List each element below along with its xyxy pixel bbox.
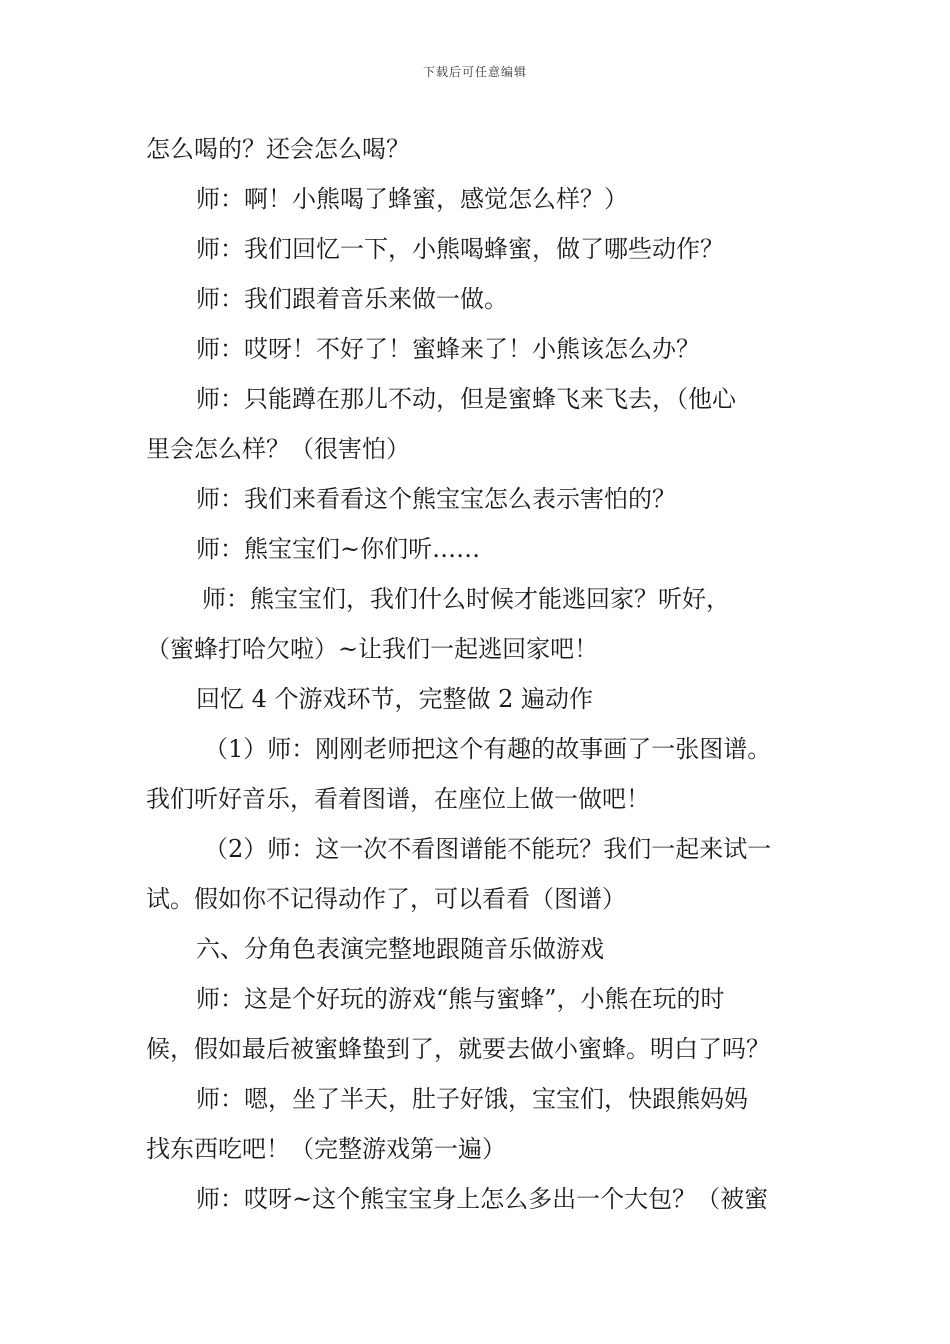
paragraph-line: 我们听好音乐，看着图谱，在座位上做一做吧！	[146, 785, 650, 813]
paragraph-line: 师：熊宝宝们~你们听……	[196, 535, 481, 563]
page-header: 下载后可任意编辑	[422, 65, 527, 79]
paragraph-line: （2）师：这一次不看图谱能不能玩？我们一起来试一	[204, 835, 772, 863]
paragraph-line: 师：哎呀~这个熊宝宝身上怎么多出一个大包？（被蜜	[196, 1185, 769, 1213]
paragraph-line: 师：哎呀！不好了！蜜蜂来了！小熊该怎么办？	[196, 335, 700, 363]
paragraph-line: （蜜蜂打哈欠啦）~让我们一起逃回家吧！	[146, 635, 599, 663]
paragraph-line: 六、分角色表演完整地跟随音乐做游戏	[196, 935, 604, 963]
paragraph-line: 师：只能蹲在那儿不动，但是蜜蜂飞来飞去，（他心	[196, 385, 736, 413]
paragraph-line: 师：这是个好玩的游戏“熊与蜜蜂”，小熊在玩的时	[196, 985, 725, 1013]
paragraph-line: （1）师：刚刚老师把这个有趣的故事画了一张图谱。	[204, 735, 772, 763]
paragraph-line: 回忆 4 个游戏环节，完整做 2 遍动作	[196, 685, 594, 713]
paragraph-line: 候，假如最后被蜜蜂蛰到了，就要去做小蜜蜂。明白了吗？	[146, 1035, 770, 1063]
document-body	[146, 124, 806, 1224]
paragraph-line: 找东西吃吧！（完整游戏第一遍）	[146, 1135, 506, 1163]
paragraph-line: 师：我们跟着音乐来做一做。	[196, 285, 508, 313]
paragraph-line: 怎么喝的？还会怎么喝？	[146, 135, 410, 163]
paragraph-line: 师：我们回忆一下，小熊喝蜂蜜，做了哪些动作？	[196, 235, 724, 263]
paragraph-line: 师：熊宝宝们，我们什么时候才能逃回家？听好，	[202, 585, 730, 613]
paragraph-line: 试。假如你不记得动作了，可以看看（图谱）	[146, 885, 626, 913]
paragraph-line: 师：我们来看看这个熊宝宝怎么表示害怕的？	[196, 485, 676, 513]
paragraph-line: 师：啊！小熊喝了蜂蜜，感觉怎么样？）	[196, 185, 628, 213]
paragraph-line: 里会怎么样？（很害怕）	[146, 435, 410, 463]
paragraph-line: 师：嗯，坐了半天，肚子好饿，宝宝们，快跟熊妈妈	[196, 1085, 748, 1113]
